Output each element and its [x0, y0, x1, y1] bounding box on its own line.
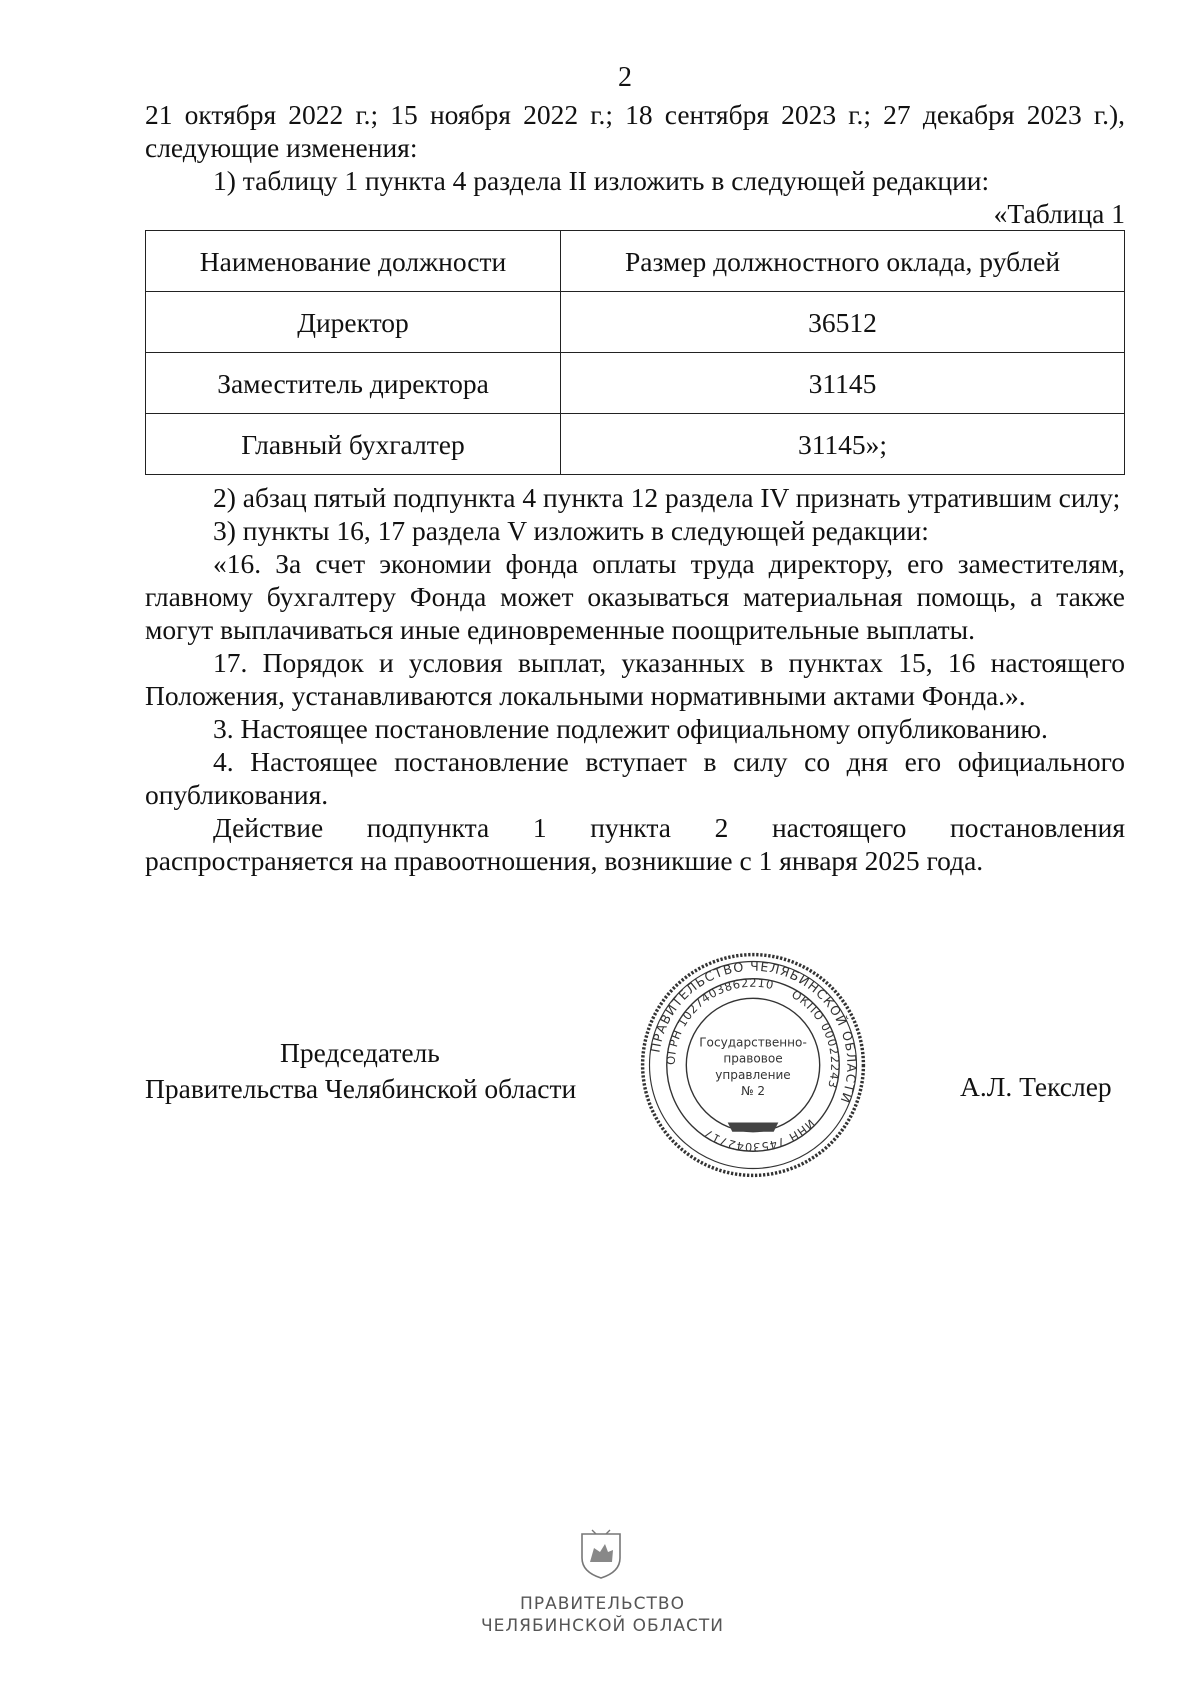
paragraph-effective: 4. Настоящее постановление вступает в силу со дня его официального опубликования.	[145, 746, 1125, 810]
table-cell-position: Директор	[146, 292, 561, 353]
table-cell-salary: 31145	[561, 353, 1125, 414]
stamp-emblem-mark	[728, 1123, 779, 1132]
stamp-center-line1: Государственно-	[699, 1035, 807, 1050]
stamp-outer-text: ПРАВИТЕЛЬСТВО ЧЕЛЯБИНСКОЙ ОБЛАСТИ	[647, 958, 860, 1106]
signature-title-line2: Правительства Челябинской области	[145, 1073, 577, 1104]
stamp-center-line4: № 2	[740, 1083, 766, 1098]
stamp-okpo-text: ОКПО 00022243	[789, 987, 843, 1091]
footer-line2: ЧЕЛЯБИНСКОЙ ОБЛАСТИ	[480, 1616, 725, 1636]
coat-of-arms-icon	[578, 1528, 624, 1580]
stamp-inn-text: ИНН 7453042717	[701, 1116, 818, 1155]
signature-name: А.Л. Текслер	[960, 1071, 1112, 1102]
paragraph-action-line2: распространяется на правоотношения, возникшие с 1 января 2025 года.	[145, 845, 984, 876]
table-header-row	[146, 231, 1125, 292]
signature-title	[145, 1035, 576, 1107]
paragraph-publication: 3. Настоящее постановление подлежит официальному опубликованию.	[213, 713, 1048, 744]
signature-title-line1: Председатель	[280, 1037, 440, 1068]
paragraph-point-17: 17. Порядок и условия выплат, указанных в пунктах 15, 16 настоящего Положения, устанавливаются локальными нормативными актами Фонда.».	[145, 647, 1125, 711]
footer-line1: ПРАВИТЕЛЬСТВО	[520, 1594, 685, 1614]
table-caption: «Таблица 1	[993, 198, 1125, 229]
stamp-center-line2: правовое	[723, 1051, 783, 1066]
table-header-salary: Размер должностного оклада, рублей	[561, 231, 1125, 292]
table-row	[146, 292, 1125, 353]
stamp-center-line3: управление	[715, 1067, 791, 1082]
paragraph-action-line1: Действие подпункта 1 пункта 2 настоящего постановления	[213, 812, 1125, 843]
table-row	[146, 414, 1125, 475]
paragraph-item-3: 3) пункты 16, 17 раздела V изложить в следующей редакции:	[213, 515, 929, 546]
paragraph-item-2: 2) абзац пятый подпункта 4 пункта 12 раздела IV признать утратившим силу;	[213, 482, 1121, 513]
paragraph-intro: 21 октября 2022 г.; 15 ноября 2022 г.; 18 сентября 2023 г.; 27 декабря 2023 г.), следующие изменения:	[145, 99, 1125, 163]
footer-organization	[0, 1593, 1200, 1637]
paragraph-item-1: 1) таблицу 1 пункта 4 раздела II изложить в следующей редакции:	[213, 165, 990, 196]
page-number: 2	[618, 62, 632, 93]
document-body	[145, 98, 1125, 877]
table-row	[146, 353, 1125, 414]
table-header-position: Наименование должности	[146, 231, 561, 292]
salary-table	[145, 230, 1125, 475]
stamp-ogrn-text: ОГРН 1027403862210	[663, 975, 776, 1066]
table-cell-position: Заместитель директора	[146, 353, 561, 414]
table-cell-position: Главный бухгалтер	[146, 414, 561, 475]
official-stamp	[638, 950, 868, 1180]
paragraph-point-16: «16. За счет экономии фонда оплаты труда директору, его заместителям, главному бухгалтеру Фонда может оказываться материальная помощь, а также могут выплачиваться иные единовременные поощрительные выплаты.	[145, 548, 1125, 645]
table-cell-salary: 31145»;	[561, 414, 1125, 475]
table-cell-salary: 36512	[561, 292, 1125, 353]
